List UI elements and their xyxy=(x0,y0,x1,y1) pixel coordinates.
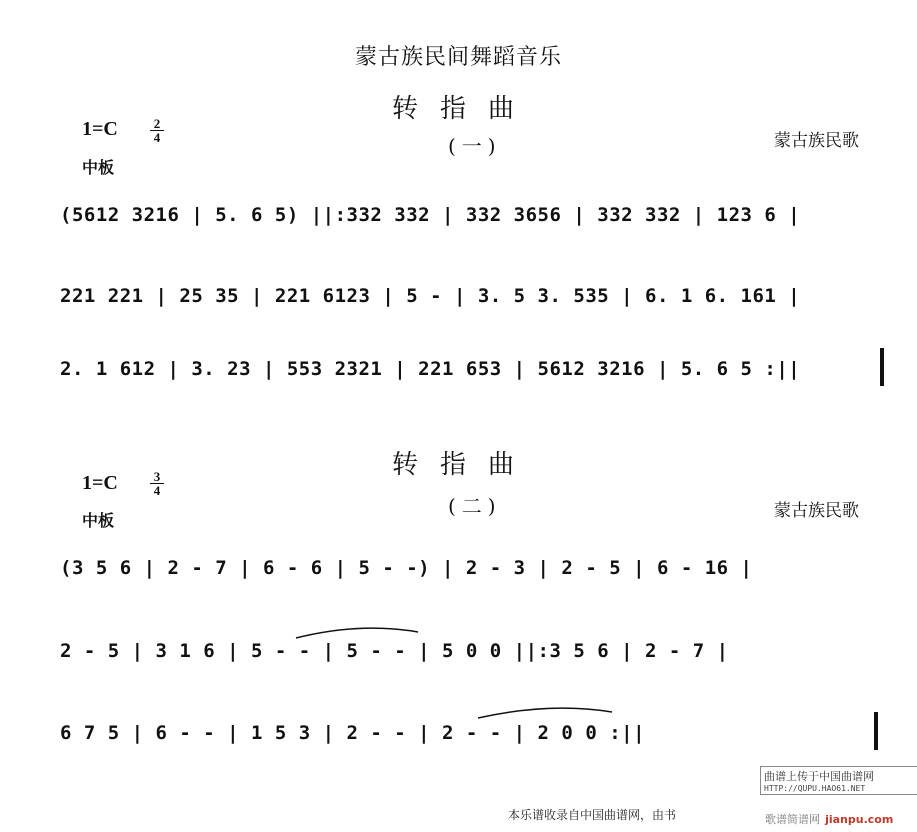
piece2-title: 转指曲 xyxy=(392,450,537,480)
piece2-key: 1=C xyxy=(82,472,118,494)
stamp-line-1: 曲谱上传于中国曲谱网 xyxy=(764,770,874,783)
piece2-origin: 蒙古族民歌 xyxy=(774,501,859,521)
brand-gray-text: 歌谱简谱网 xyxy=(765,813,820,826)
piece2-line-1: (3 5 6 | 2 - 7 | 6 - 6 | 5 - -) | 2 - 3 | 2 - 5 | 6 - 16 | xyxy=(60,557,753,579)
footer-source-text: 本乐谱收录自中国曲谱网，由书 xyxy=(508,808,677,822)
piece1-time-top: 2 xyxy=(153,116,161,131)
piece2-time-bottom: 4 xyxy=(150,483,164,497)
piece1-origin: 蒙古族民歌 xyxy=(774,131,859,151)
brand-red-text: jianpu.com xyxy=(825,813,894,826)
piece1-line-1: (5612 3216 | 5. 6 5) ||:332 332 | 332 3656 | 332 332 | 123 6 | xyxy=(60,204,801,226)
piece2-time-top: 3 xyxy=(153,469,161,484)
piece2-line-3: 6 7 5 | 6 - - | 1 5 3 | 2 - - | 2 - - | 2 0 0 :|| xyxy=(60,722,646,744)
brand-watermark xyxy=(765,808,893,827)
stamp-line-2: HTTP://QUPU.HAO61.NET xyxy=(764,784,866,793)
collection-title: 蒙古族民间舞蹈音乐 xyxy=(354,45,562,70)
piece1-line-2: 221 221 | 25 35 | 221 6123 | 5 - | 3. 5 3. 535 | 6. 1 6. 161 | xyxy=(60,285,801,307)
piece1-time-bottom: 4 xyxy=(150,130,164,144)
piece1-title: 转指曲 xyxy=(392,94,537,124)
tie-mark xyxy=(478,708,612,718)
tie-mark xyxy=(296,628,418,638)
watermark-stamp xyxy=(760,766,917,795)
piece2-part: (二) xyxy=(448,494,502,518)
final-barline xyxy=(880,348,884,386)
piece2-tempo: 中板 xyxy=(82,511,115,530)
piece1-part: (一) xyxy=(448,134,502,158)
piece1-tempo: 中板 xyxy=(82,158,115,177)
piece1-key: 1=C xyxy=(82,118,118,140)
piece2-line-2: 2 - 5 | 3 1 6 | 5 - - | 5 - - | 5 0 0 ||:3 5 6 | 2 - 7 | xyxy=(60,640,729,662)
piece1-line-3: 2. 1 612 | 3. 23 | 553 2321 | 221 653 | 5612 3216 | 5. 6 5 :|| xyxy=(60,358,801,380)
final-barline xyxy=(874,712,878,750)
